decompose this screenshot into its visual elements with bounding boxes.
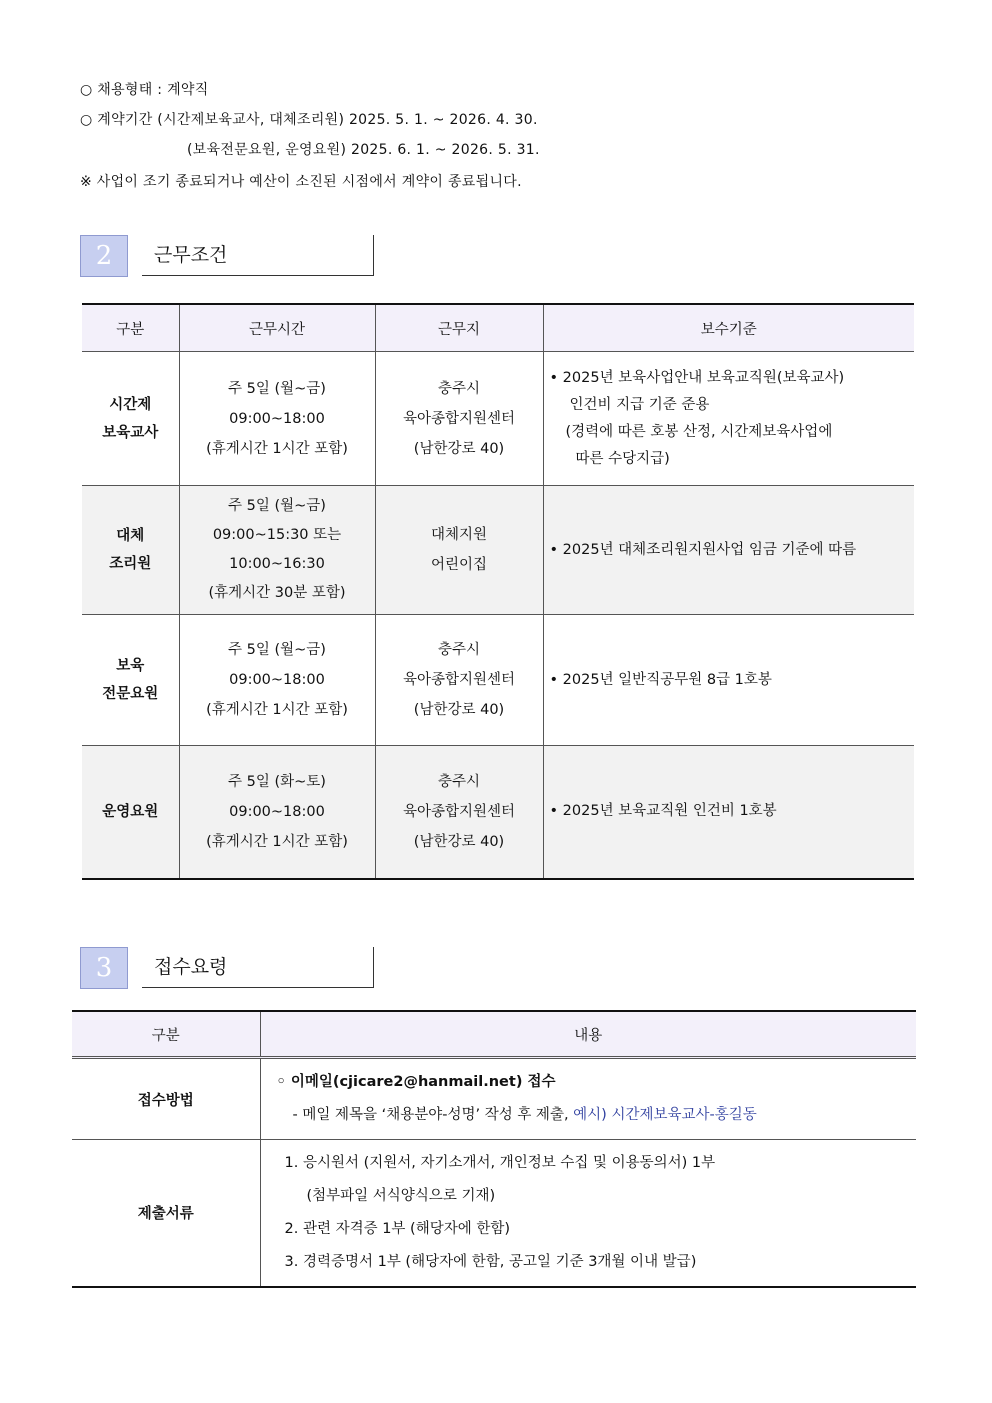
pay-cell: • 2025년 보육교직원 인건비 1호봉	[543, 746, 914, 879]
table-header-row	[82, 304, 914, 352]
location-cell: 충주시 육아종합지원센터 (남한강로 40)	[375, 615, 543, 746]
location-cell: 대체지원 어린이집	[375, 486, 543, 615]
doc-item: 1. 응시원서 (지원서, 자기소개서, 개인정보 수집 및 이용동의서) 1부	[284, 1154, 716, 1171]
table-row	[82, 352, 914, 486]
email-line: ◦ 이메일(cjicare2@hanmail.net) 접수	[276, 1074, 556, 1090]
doc-item: (첨부파일 서식양식으로 기재)	[306, 1187, 496, 1204]
header-location: 근무지	[375, 304, 543, 352]
termination-note: ※ 사업이 조기 종료되거나 예산이 소진된 시점에서 계약이 종료됩니다.	[80, 174, 522, 190]
table-header-row	[72, 1011, 916, 1058]
header-content: 내용	[260, 1011, 916, 1058]
category-cell: 대체 조리원	[82, 486, 179, 615]
header-category: 구분	[72, 1011, 260, 1058]
location-cell: 충주시 육아종합지원센터 (남한강로 40)	[375, 352, 543, 486]
method-label: 접수방법	[72, 1058, 260, 1140]
header-hours: 근무시간	[179, 304, 375, 352]
table-row	[72, 1140, 916, 1287]
section-3-title: 접수요령	[142, 947, 374, 988]
table-row	[82, 615, 914, 746]
pay-cell: • 2025년 일반직공무원 8급 1호봉	[543, 615, 914, 746]
work-conditions-table	[82, 303, 914, 880]
doc-item: 2. 관련 자격증 1부 (해당자에 한함)	[284, 1220, 511, 1237]
section-3-number: 3	[80, 947, 128, 989]
section-2-title: 근무조건	[142, 235, 374, 276]
category-cell: 보육 전문요원	[82, 615, 179, 746]
application-table	[72, 1010, 916, 1288]
category-cell: 시간제 보육교사	[82, 352, 179, 486]
docs-label: 제출서류	[72, 1140, 260, 1287]
hours-cell: 주 5일 (월~금) 09:00~18:00 (휴게시간 1시간 포함)	[179, 615, 375, 746]
hours-cell: 주 5일 (월~금) 09:00~18:00 (휴게시간 1시간 포함)	[179, 352, 375, 486]
table-row	[82, 746, 914, 879]
hours-cell: 주 5일 (월~금) 09:00~15:30 또는 10:00~16:30 (휴게시간 30분 포함)	[179, 486, 375, 615]
subject-line: - 메일 제목을 ‘채용분야-성명’ 작성 후 제출, 예시) 시간제보육교사-홍길동	[292, 1107, 757, 1123]
header-pay: 보수기준	[543, 304, 914, 352]
section-2-number: 2	[80, 235, 128, 277]
employment-type-line: ○ 채용형태 : 계약직	[80, 82, 209, 98]
docs-content	[260, 1140, 916, 1287]
pay-cell: • 2025년 대체조리원지원사업 임금 기준에 따름	[543, 486, 914, 615]
location-cell: 충주시 육아종합지원센터 (남한강로 40)	[375, 746, 543, 879]
category-cell: 운영요원	[82, 746, 179, 879]
contract-period-line-1: ○ 계약기간 (시간제보육교사, 대체조리원) 2025. 5. 1. ~ 2026. 4. 30.	[80, 112, 538, 128]
contract-period-line-2: (보육전문요원, 운영요원) 2025. 6. 1. ~ 2026. 5. 31.	[187, 142, 540, 158]
example-text: 예시) 시간제보육교사-홍길동	[573, 1107, 757, 1123]
hours-cell: 주 5일 (화~토) 09:00~18:00 (휴게시간 1시간 포함)	[179, 746, 375, 879]
header-category: 구분	[82, 304, 179, 352]
table-row	[72, 1058, 916, 1140]
doc-item: 3. 경력증명서 1부 (해당자에 한함, 공고일 기준 3개월 이내 발급)	[284, 1253, 697, 1270]
pay-cell: • 2025년 보육사업안내 보육교직원(보육교사) 인건비 지급 기준 준용 (경력에 따른 호봉 산정, 시간제보육사업에 따른 수당지급)	[543, 352, 914, 486]
table-row	[82, 486, 914, 615]
method-content	[260, 1058, 916, 1140]
